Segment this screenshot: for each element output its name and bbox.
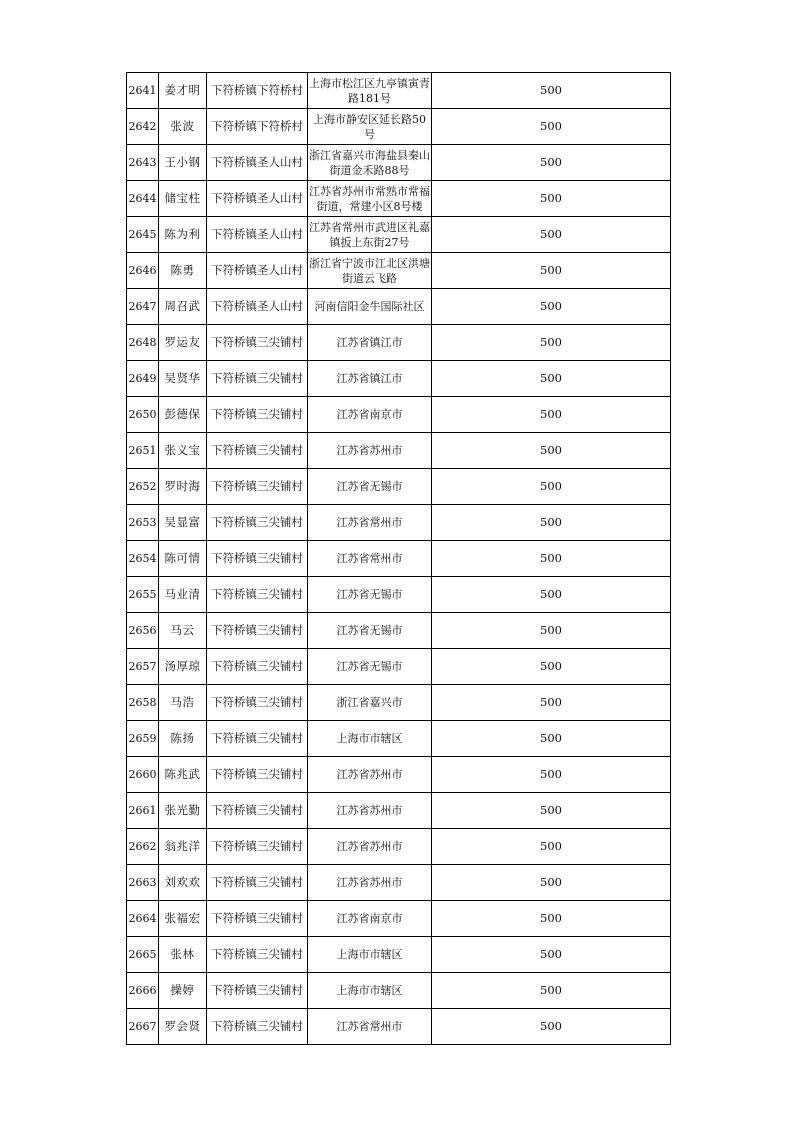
table-row	[127, 73, 671, 109]
amount-cell: 500	[432, 577, 671, 613]
address-cell	[308, 181, 432, 217]
address-cell	[308, 433, 432, 469]
amount-cell: 500	[432, 253, 671, 289]
person-name-cell: 张波	[159, 109, 207, 145]
address-text: 上海市松江区九亭镇寅青路181号	[309, 76, 430, 105]
address-text: 江苏省无锡市	[336, 660, 403, 673]
village-cell: 下符桥镇三尖铺村	[207, 865, 308, 901]
amount-cell: 500	[432, 865, 671, 901]
person-name-cell: 张福宏	[159, 901, 207, 937]
table-row	[127, 973, 671, 1009]
table-row	[127, 649, 671, 685]
village-cell: 下符桥镇三尖铺村	[207, 793, 308, 829]
amount-cell: 500	[432, 649, 671, 685]
amount-cell: 500	[432, 217, 671, 253]
row-number-cell: 2664	[127, 901, 159, 937]
table-row	[127, 577, 671, 613]
address-cell	[308, 973, 432, 1009]
row-number-cell: 2663	[127, 865, 159, 901]
village-cell: 下符桥镇圣人山村	[207, 145, 308, 181]
village-cell: 下符桥镇三尖铺村	[207, 397, 308, 433]
amount-cell: 500	[432, 613, 671, 649]
row-number-cell: 2665	[127, 937, 159, 973]
amount-cell: 500	[432, 109, 671, 145]
person-name-cell: 陈扬	[159, 721, 207, 757]
address-text: 江苏省镇江市	[336, 372, 403, 385]
person-name-cell: 陈兆武	[159, 757, 207, 793]
village-cell: 下符桥镇三尖铺村	[207, 613, 308, 649]
village-cell: 下符桥镇三尖铺村	[207, 973, 308, 1009]
table-row	[127, 901, 671, 937]
address-cell	[308, 253, 432, 289]
address-cell	[308, 757, 432, 793]
row-number-cell: 2660	[127, 757, 159, 793]
table-row	[127, 469, 671, 505]
amount-cell: 500	[432, 757, 671, 793]
amount-cell: 500	[432, 793, 671, 829]
address-text: 江苏省常州市武进区礼嘉镇扳上东街27号	[309, 220, 430, 249]
row-number-cell: 2652	[127, 469, 159, 505]
address-text: 江苏省常州市	[336, 552, 403, 565]
address-cell	[308, 325, 432, 361]
row-number-cell: 2667	[127, 1009, 159, 1045]
table-row	[127, 181, 671, 217]
address-cell	[308, 505, 432, 541]
village-cell: 下符桥镇三尖铺村	[207, 577, 308, 613]
address-cell	[308, 577, 432, 613]
village-cell: 下符桥镇三尖铺村	[207, 901, 308, 937]
amount-cell: 500	[432, 685, 671, 721]
address-text: 江苏省苏州市	[336, 768, 403, 781]
village-cell: 下符桥镇三尖铺村	[207, 325, 308, 361]
address-text: 江苏省常州市	[336, 516, 403, 529]
row-number-cell: 2654	[127, 541, 159, 577]
address-cell	[308, 613, 432, 649]
address-cell	[308, 1009, 432, 1045]
person-name-cell: 马云	[159, 613, 207, 649]
address-cell	[308, 793, 432, 829]
village-cell: 下符桥镇三尖铺村	[207, 937, 308, 973]
table-row	[127, 793, 671, 829]
person-name-cell: 陈为利	[159, 217, 207, 253]
village-cell: 下符桥镇下符桥村	[207, 73, 308, 109]
village-cell: 下符桥镇圣人山村	[207, 289, 308, 325]
amount-cell: 500	[432, 469, 671, 505]
row-number-cell: 2644	[127, 181, 159, 217]
row-number-cell: 2649	[127, 361, 159, 397]
person-name-cell: 刘欢欢	[159, 865, 207, 901]
person-name-cell: 陈可情	[159, 541, 207, 577]
amount-cell: 500	[432, 325, 671, 361]
address-text: 江苏省苏州市	[336, 876, 403, 889]
address-cell	[308, 397, 432, 433]
row-number-cell: 2658	[127, 685, 159, 721]
table-row	[127, 757, 671, 793]
village-cell: 下符桥镇三尖铺村	[207, 1009, 308, 1045]
row-number-cell: 2645	[127, 217, 159, 253]
table-row	[127, 865, 671, 901]
person-name-cell: 马业清	[159, 577, 207, 613]
village-cell: 下符桥镇三尖铺村	[207, 541, 308, 577]
address-cell	[308, 541, 432, 577]
table-row	[127, 217, 671, 253]
row-number-cell: 2662	[127, 829, 159, 865]
person-name-cell: 陈勇	[159, 253, 207, 289]
person-name-cell: 姜才明	[159, 73, 207, 109]
amount-cell: 500	[432, 289, 671, 325]
village-cell: 下符桥镇圣人山村	[207, 217, 308, 253]
village-cell: 下符桥镇下符桥村	[207, 109, 308, 145]
person-name-cell: 罗运友	[159, 325, 207, 361]
row-number-cell: 2655	[127, 577, 159, 613]
address-text: 上海市市辖区	[336, 732, 403, 745]
address-text: 江苏省无锡市	[336, 588, 403, 601]
person-name-cell: 吴显富	[159, 505, 207, 541]
row-number-cell: 2642	[127, 109, 159, 145]
person-name-cell: 翁兆洋	[159, 829, 207, 865]
address-cell	[308, 109, 432, 145]
address-text: 江苏省镇江市	[336, 336, 403, 349]
address-cell	[308, 73, 432, 109]
table-row	[127, 397, 671, 433]
address-cell	[308, 685, 432, 721]
address-text: 浙江省嘉兴市	[336, 696, 403, 709]
person-name-cell: 吴贤华	[159, 361, 207, 397]
amount-cell: 500	[432, 397, 671, 433]
amount-cell: 500	[432, 73, 671, 109]
village-cell: 下符桥镇三尖铺村	[207, 829, 308, 865]
address-text: 江苏省苏州市	[336, 444, 403, 457]
table-row	[127, 721, 671, 757]
table-row	[127, 361, 671, 397]
village-cell: 下符桥镇三尖铺村	[207, 721, 308, 757]
table-row	[127, 253, 671, 289]
address-text: 上海市市辖区	[336, 984, 403, 997]
village-cell: 下符桥镇三尖铺村	[207, 757, 308, 793]
village-cell: 下符桥镇三尖铺村	[207, 505, 308, 541]
table-row	[127, 433, 671, 469]
address-cell	[308, 937, 432, 973]
table-row	[127, 325, 671, 361]
person-name-cell: 罗会贤	[159, 1009, 207, 1045]
row-number-cell: 2661	[127, 793, 159, 829]
person-name-cell: 马浩	[159, 685, 207, 721]
person-name-cell: 张义宝	[159, 433, 207, 469]
row-number-cell: 2641	[127, 73, 159, 109]
address-cell	[308, 289, 432, 325]
amount-cell: 500	[432, 181, 671, 217]
row-number-cell: 2657	[127, 649, 159, 685]
address-text: 浙江省嘉兴市海盐县秦山街道金禾路88号	[309, 148, 430, 177]
roster-table	[126, 72, 671, 1045]
row-number-cell: 2643	[127, 145, 159, 181]
village-cell: 下符桥镇三尖铺村	[207, 469, 308, 505]
amount-cell: 500	[432, 721, 671, 757]
person-name-cell: 周召武	[159, 289, 207, 325]
address-text: 浙江省宁波市江北区洪塘街道云飞路	[309, 256, 430, 285]
amount-cell: 500	[432, 973, 671, 1009]
person-name-cell: 张光勤	[159, 793, 207, 829]
village-cell: 下符桥镇三尖铺村	[207, 685, 308, 721]
address-cell	[308, 721, 432, 757]
table-row	[127, 829, 671, 865]
amount-cell: 500	[432, 901, 671, 937]
row-number-cell: 2656	[127, 613, 159, 649]
person-name-cell: 操婷	[159, 973, 207, 1009]
row-number-cell: 2647	[127, 289, 159, 325]
address-cell	[308, 361, 432, 397]
person-name-cell: 罗时海	[159, 469, 207, 505]
address-text: 江苏省南京市	[336, 408, 403, 421]
village-cell: 下符桥镇三尖铺村	[207, 433, 308, 469]
address-cell	[308, 865, 432, 901]
person-name-cell: 储宝柱	[159, 181, 207, 217]
table-row	[127, 1009, 671, 1045]
row-number-cell: 2666	[127, 973, 159, 1009]
table-row	[127, 145, 671, 181]
table-row	[127, 109, 671, 145]
address-text: 上海市静安区延长路50号	[313, 112, 426, 141]
table-row	[127, 505, 671, 541]
amount-cell: 500	[432, 1009, 671, 1045]
table-row	[127, 685, 671, 721]
row-number-cell: 2646	[127, 253, 159, 289]
amount-cell: 500	[432, 937, 671, 973]
row-number-cell: 2659	[127, 721, 159, 757]
amount-cell: 500	[432, 361, 671, 397]
address-text: 江苏省无锡市	[336, 480, 403, 493]
address-cell	[308, 217, 432, 253]
address-text: 上海市市辖区	[336, 948, 403, 961]
person-name-cell: 王小钢	[159, 145, 207, 181]
row-number-cell: 2650	[127, 397, 159, 433]
address-text: 河南信阳金牛国际社区	[314, 300, 425, 313]
amount-cell: 500	[432, 433, 671, 469]
person-name-cell: 汤厚琼	[159, 649, 207, 685]
amount-cell: 500	[432, 505, 671, 541]
address-text: 江苏省苏州市	[336, 840, 403, 853]
address-cell	[308, 829, 432, 865]
address-cell	[308, 145, 432, 181]
table-row	[127, 289, 671, 325]
address-text: 江苏省苏州市常熟市常福街道，常建小区8号楼	[309, 184, 430, 213]
address-text: 江苏省苏州市	[336, 804, 403, 817]
table-row	[127, 613, 671, 649]
amount-cell: 500	[432, 145, 671, 181]
row-number-cell: 2653	[127, 505, 159, 541]
table-row	[127, 541, 671, 577]
address-cell	[308, 649, 432, 685]
row-number-cell: 2648	[127, 325, 159, 361]
address-text: 江苏省南京市	[336, 912, 403, 925]
person-name-cell: 彭德保	[159, 397, 207, 433]
village-cell: 下符桥镇圣人山村	[207, 181, 308, 217]
address-cell	[308, 469, 432, 505]
roster-table-body	[127, 73, 671, 1045]
address-cell	[308, 901, 432, 937]
village-cell: 下符桥镇圣人山村	[207, 253, 308, 289]
village-cell: 下符桥镇三尖铺村	[207, 361, 308, 397]
person-name-cell: 张林	[159, 937, 207, 973]
amount-cell: 500	[432, 541, 671, 577]
address-text: 江苏省常州市	[336, 1020, 403, 1033]
amount-cell: 500	[432, 829, 671, 865]
village-cell: 下符桥镇三尖铺村	[207, 649, 308, 685]
row-number-cell: 2651	[127, 433, 159, 469]
address-text: 江苏省无锡市	[336, 624, 403, 637]
table-row	[127, 937, 671, 973]
